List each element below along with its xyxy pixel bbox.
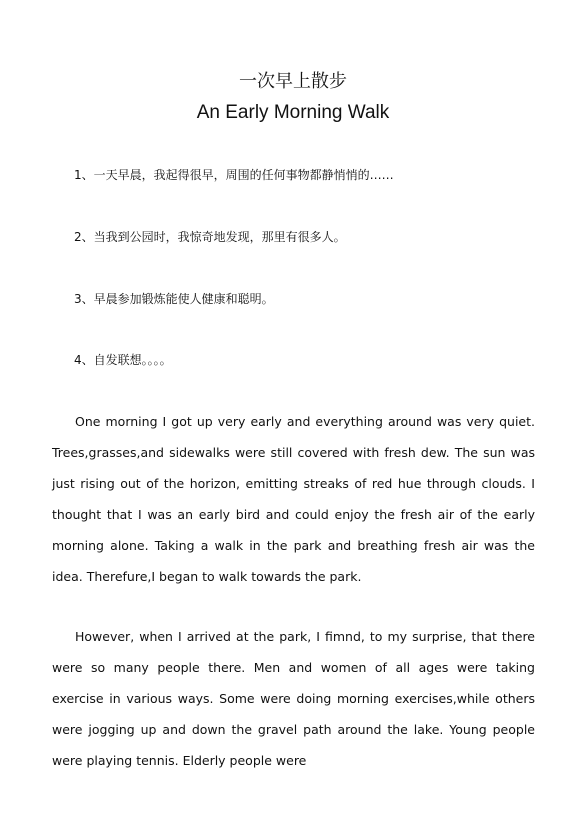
title-english: An Early Morning Walk (196, 102, 390, 123)
outline-item-2: 2、当我到公园时，我惊奇地发现，那里有很多人。 (74, 230, 346, 244)
title-chinese: 一次早上散步 (239, 71, 347, 92)
outline-item-4: 4、自发联想。。。。 (74, 353, 172, 367)
outline-item-3: 3、早晨参加锻炼能使人健康和聪明。 (74, 292, 274, 306)
paragraph-1: One morning I got up very early and everything around was very quiet. Trees,grasses,and sidewalks were still covered with fresh dew. The sun was just rising out of the horizon, emitting streaks of red hue through clouds. I thought that I was an early bird and could enjoy the fresh air of the early morning alone. Taking a walk in the park and breathing fresh air was the idea. Therefure,I began to walk towards the park. (52, 414, 535, 584)
paragraph-2: However, when I arrived at the park, I fimnd, to my surprise, that there were so many people there. Men and women of all ages were taking exercise in various ways. Some were doing morning exercises,while others were jogging up and down the gravel path around the lake. Young people were playing tennis. Elderly people were (52, 629, 535, 768)
outline-item-1: 1、一天早晨，我起得很早，周围的任何事物都静悄悄的…… (74, 168, 394, 182)
